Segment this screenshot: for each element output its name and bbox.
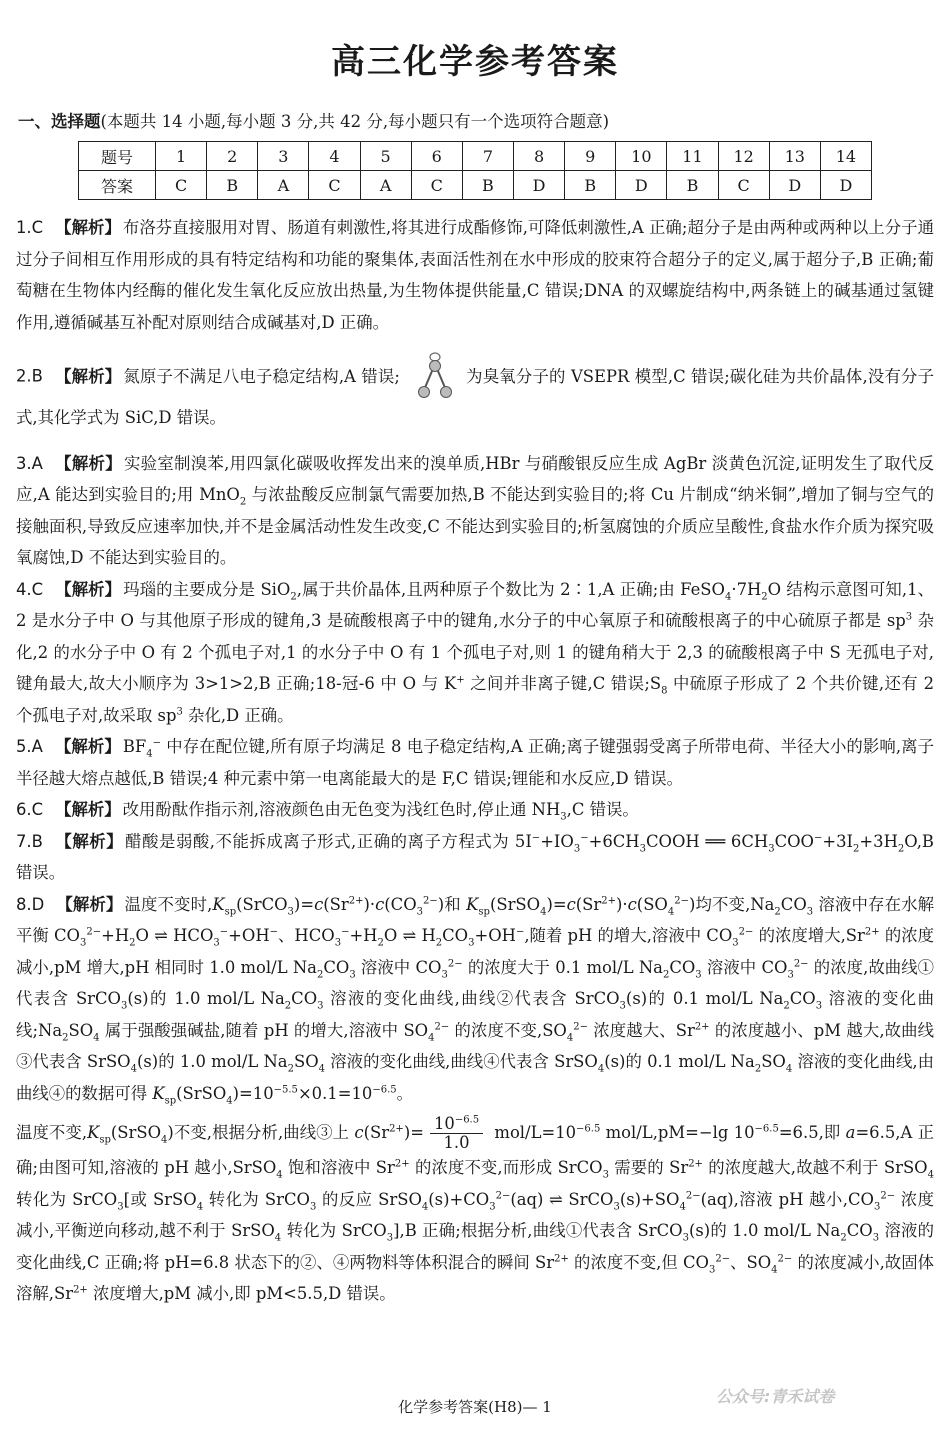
page-title: 高三化学参考答案 [331,42,619,82]
page-footer: 化学参考答案(H8)— 1 [398,1398,552,1416]
item-answer-label: 4.C [16,579,44,599]
answer-cell: C [718,171,769,200]
table-row-answers [79,171,872,200]
explanation-text: 改用酚酞作指示剂,溶液颜色由无色变为浅红色时,停止通 $NH_3,C$ 错误。 [122,800,639,823]
item-answer-label: 5.A [16,737,43,756]
explanation-tag: 【解析】 [56,894,123,914]
explanation-text: 布洛芬直接服用对胃、肠道有刺激性,将其进行成酯修饰,可降低刺激性,A 正确;超分子是由两种或两种以上分子通过分子间相互作用形成的具有特定结构和功能的聚集体,表面活性剂在水中形成的胶束符合超分子的定义,属于超分子,B 正确;葡萄糖在生物体内经酶的催化发生氧化反应放出热量,为生物体提供能量,C 错误;DNA 的双螺旋结构中,两条链上的碱基通过氢键作用,遵循碱基互补配对原则结合成碱基对,D 正确。 [16,218,935,332]
item-answer-label: 3.A [16,453,43,473]
question-number-cell: 11 [667,142,718,171]
question-number-cell: 5 [360,142,411,171]
spacer [16,338,934,352]
question-number-cell: 2 [207,142,258,171]
spacer [16,434,934,448]
item-answer-label: 8.D [16,894,45,914]
explanation-item [16,212,934,338]
answer-cell: B [565,171,616,200]
explanation-text: $BF_4^-$ 中存在配位键,所有原子均满足 8 电子稳定结构,A 正确;离子键强弱受离子所带电荷、半径大小的影响,离子半径越大熔点越低,B 错误;4 种元素中第一电离能最大的是 F,C 错误;锂能和水反应,D 错误。 [16,737,934,788]
question-number-cell: 10 [616,142,667,171]
answer-cell: D [513,171,564,200]
explanation-tag: 【解析】 [54,831,124,851]
question-number-cell: 8 [513,142,564,171]
explanation-text: 玛瑙的主要成分是 SiO$_2$,属于共价晶体,且两种原子个数比为 2∶1,A 正确;由 $FeSO_4\cdot 7H_2O$ 结构示意图可知,1、2 是水分子中 O 与其他原子形成的键角,3 是硫酸根离子中的键角,水分子的中心氧原子和硫酸根离子的中心硫原子都是 $sp^3$ 杂化,2 的水分子中 O 有 2 个孤电子对,1 的水分子中 O 有 1 个孤电子对,则 1 的键角稍大于 2,3 的硫酸根离子中 S 无孤电子对,键角最大,故大小顺序为 3>1>2,B 正确;18-冠-6 中 O 与 K+ 之间并非离子键,C 错误$;S_8$ 中硫原子形成了 2 个共价键,还有 2 个孤电子对,故采取 $sp^3$ 杂化,D 正确。 [16,579,935,725]
watermark-text: 公众号:青禾试卷 [716,1387,835,1406]
answer-cell: B [462,171,513,200]
row-label-answer: 答案 [79,171,156,200]
question-number-cell: 13 [769,142,820,171]
item-answer-label: 7.B [16,831,43,851]
answer-cell: C [156,171,207,200]
answer-table [78,141,872,200]
answer-cell: D [769,171,820,200]
section-title: 一、选择题 [18,112,101,131]
row-label-number: 题号 [79,142,156,171]
answer-cell: B [207,171,258,200]
answer-cell: C [411,171,462,200]
explanation-item [16,794,934,826]
question-number-cell: 14 [820,142,871,171]
question-number-cell: 1 [156,142,207,171]
explanation-item [16,574,934,732]
explanation-item [16,826,934,889]
explanation-item [16,889,934,1110]
explanation-tag: 【解析】 [54,366,122,386]
question-number-cell: 4 [309,142,360,171]
explanation-item [16,448,934,574]
answer-cell: A [258,171,309,200]
explanation-item [16,352,934,434]
ozone-vsepr-model-icon [418,352,452,402]
explanation-item-continued: 温度不变$,K_{sp}(SrSO_4)$不变,根据分析,曲线③上 $c(Sr^{2+})=$ $\frac{10^{-6.5}}{1.0}$ mol/$L=10^{-6.5}$ mol/L,pM=−lg $10^{-6.5}=6.5$,即 a=6.5,A 正确;由图可知,溶液的 pH 越小,SrSO$_4$ 饱和溶液中 $Sr^{2+}$ 的浓度不变,而形成 SrCO$_3$ 需要的 $Sr^{2+}$ 的浓度越大,故越不利于 SrSO$_4$ 转化为 SrCO$_3$[或 SrSO$_4$ 转化为 SrCO$_3$ 的反应 $SrSO_4(s)+CO_3^{2-}(aq)$ ⇌ $SrCO_3(s)+SO_4^{2-}(aq)$,溶液 pH 越小$,CO_3^{2-}$ 浓度减小,平衡逆向移动,越不利于 SrSO$_4$ 转化为 SrCO$_3$],B 正确;根据分析,曲线①代表含 SrCO$_3$(s)的 1.0 mol/L $Na_2CO_3$ 溶液的变化曲线,C 正确;将 pH=6.8 状态下的②、④两物料等体积混合的瞬间 $Sr^{2+}$ 的浓度不变,但 $CO_3^{2-}$、$SO_4^{2-}$ 的浓度减小,故固体溶解$,Sr^{2+}$ 浓度增大,pM 减小,即 pM<5.5,D 错误。 [16,1114,935,1303]
section-heading [18,108,609,132]
explanation-tag: 【解析】 [54,737,121,756]
item-answer-label: 6.C [16,800,44,819]
explanation-text: 温度不变时$,K_{sp}(SrCO_3)=c(Sr^{2+})\cdot c(CO_3^{2-})$和 $K_{sp}(SrSO_4)=c(Sr^{2+})\cdot c(SO_4^{2-})$均不变$,Na_2CO_3$ 溶液中存在水解平衡 $CO_3^{2-}+H_2O$ ⇌ $HCO_3^-+OH^-$、$HCO_3^-+H_2O$ ⇌ $H_2CO_3+OH^-$,随着 pH 的增大,溶液中 $CO_3^{2-}$ 的浓度增大$,Sr^{2+}$ 的浓度减小,pM 增大,pH 相同时 1.0 mol/L $Na_2CO_3$ 溶液中 $CO_3^{2-}$ 的浓度大于 0.1 mol/L $Na_2CO_3$ 溶液中 $CO_3^{2-}$ 的浓度,故曲线①代表含 SrCO$_3$(s)的 1.0 mol/L $Na_2CO_3$ 溶液的变化曲线,曲线②代表含 SrCO$_3$(s)的 0.1 mol/L $Na_2CO_3$ 溶液的变化曲线$;Na_2SO_4$ 属于强酸强碱盐,随着 pH 的增大,溶液中 $SO_4^{2-}$ 的浓度不变$,SO_4^{2-}$ 浓度越大、$Sr^{2+}$ 的浓度越小、pM 越大,故曲线③代表含 SrSO$_4$(s)的 1.0 mol/L $Na_2SO_4$ 溶液的变化曲线,曲线④代表含 SrSO$_4$(s)的 0.1 mol/L $Na_2SO_4$ 溶液的变化曲线,由曲线④的数据可得 $K_{sp}(SrSO_4)=10^{-5.5}\times 0.1=10^{-6.5}$。 [16,894,935,1106]
explanation-tag: 【解析】 [55,579,122,599]
table-row-numbers [79,142,872,171]
question-number-cell: 12 [718,142,769,171]
item-answer-label: 2.B [16,366,43,386]
explanation-tag: 【解析】 [55,800,121,819]
explanation-tag: 【解析】 [54,453,122,473]
explanation-text: 醋酸是弱酸,不能拆成离子形式,正确的离子方程式为 $5I^-+IO_3^-+6CH_3COOH$ ══ $6CH_3COO^-+3I_2+3H_2O,B$ 错误。 [16,831,934,882]
question-number-cell: 7 [462,142,513,171]
question-number-cell: 3 [258,142,309,171]
section-note: (本题共 14 小题,每小题 3 分,共 42 分,每小题只有一个选项符合题意) [100,112,610,131]
explanation-text: 氮原子不满足八电子稳定结构,A 错误; 为臭氧分子的 VSEPR 模型,C 错误;碳化硅为共价晶体,没有分子式,其化学式为 SiC,D 错误。 [16,367,934,428]
explanation-text: 实验室制溴苯,用四氯化碳吸收挥发出来的溴单质,HBr 与硝酸银反应生成 AgBr 淡黄色沉淀,证明发生了取代反应,A 能达到实验目的;用 MnO$_2$ 与浓盐酸反应制氯气需要加热,B 不能达到实验目的;将 Cu 片制成“纳米铜”,增加了铜与空气的接触面积,导致反应速率加快,并不是金属活动性发生改变,C 不能达到实验目的;析氢腐蚀的介质应呈酸性,食盐水作介质为探究吸氧腐蚀,D 不能达到实验目的。 [16,453,934,567]
answer-cell: B [667,171,718,200]
question-number-cell: 9 [565,142,616,171]
item-answer-label: 1.C [16,218,44,237]
explanations [16,212,934,1310]
answer-cell: D [616,171,667,200]
answer-cell: D [820,171,871,200]
question-number-cell: 6 [411,142,462,171]
explanation-tag: 【解析】 [55,218,121,237]
answer-cell: A [360,171,411,200]
explanation-item [16,731,934,794]
answer-cell: C [309,171,360,200]
